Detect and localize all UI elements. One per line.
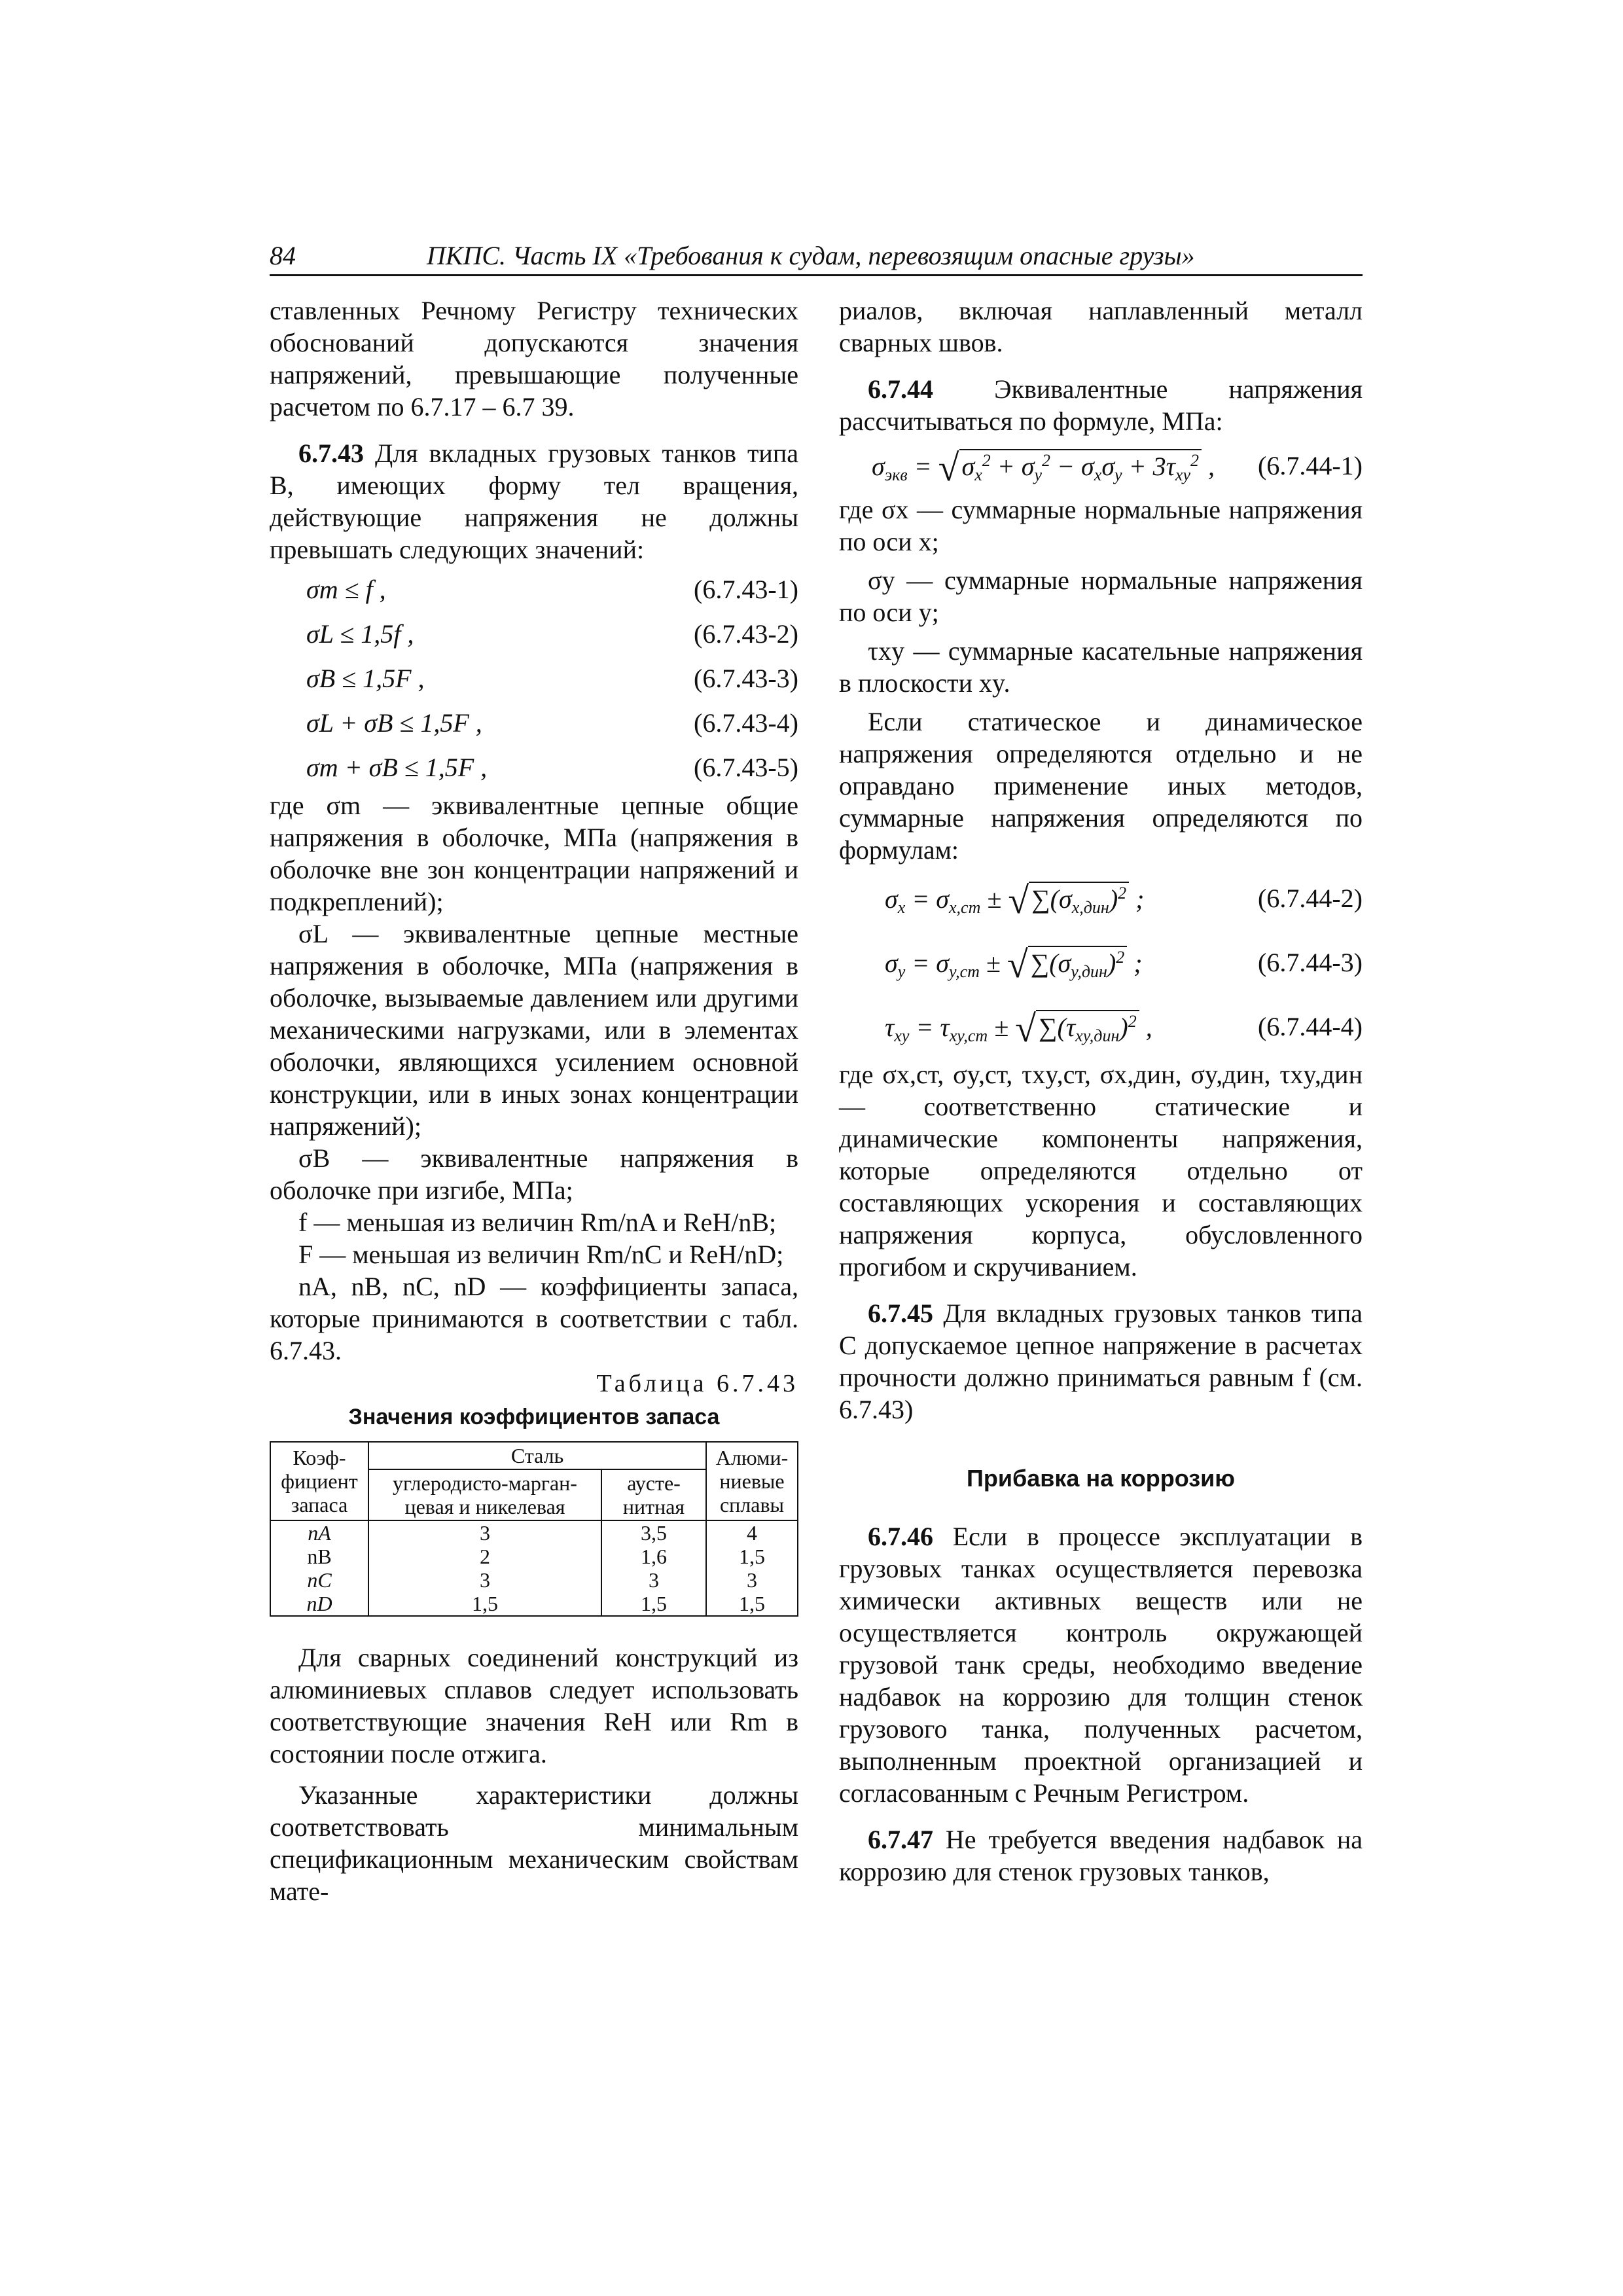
paragraph-text: Если в процессе эксплуатации в грузовых танках осуществляется перевозка химически активных веществ или не осуществляется контроль окружающей грузовой танк среды, необходимо введение надбавок на коррозию для толщин стенок грузового танка, полученных расчетом, выполненным проектной организацией и согласованным с Речным Регистром. (839, 1522, 1363, 1808)
equation-expression: σL ≤ 1,5f , (306, 619, 414, 649)
equation (270, 611, 798, 656)
equation-6-7-44-3 (839, 930, 1363, 994)
equation-6-7-44-1 (839, 437, 1363, 493)
table-cell: 2 (368, 1545, 601, 1568)
definition: F — меньшая из величин Rm/nC и ReH/nD; (298, 1240, 784, 1269)
paragraph: Если статическое и динамическое напряжения определяются отдельно и не оправдано применение иных методов, суммарные напряжения определяются по формулам: (839, 707, 1363, 865)
table-header-steel: Сталь (368, 1442, 706, 1469)
equation-6-7-44-4 (839, 994, 1363, 1058)
running-title: ПКПС. Часть IX «Требования к судам, перевозящим опасные грузы» (427, 241, 1195, 270)
table-row (270, 1592, 798, 1616)
paragraph-6-7-44 (839, 373, 1363, 437)
paragraph-text: Для вкладных грузовых танков типа С допускаемое цепное напряжение в расчетах прочности должно приниматься равным f (см. 6.7.43) (839, 1299, 1363, 1424)
table-cell: nA (270, 1520, 368, 1545)
equation-expression: σm ≤ f , (306, 574, 386, 604)
definition: σB — эквивалентные напряжения в оболочке при изгибе, МПа; (270, 1143, 798, 1205)
table-cell: 3 (368, 1568, 601, 1592)
equations-6-7-43 (270, 567, 798, 789)
clause-number: 6.7.46 (868, 1522, 933, 1551)
definition: σy — суммарные нормальные напряжения по оси y; (839, 565, 1363, 627)
table-cell: 3 (368, 1520, 601, 1545)
equation (270, 700, 798, 745)
paragraph-6-7-47 (839, 1823, 1363, 1888)
equation-expression: $\sigma_x = \sigma_{x,ст}$ ± √ $\sum(\sigma_{x,дин})^2$ ; (885, 878, 1145, 922)
paragraph-text: Для вкладных грузовых танков типа В, имеющих форму тел вращения, действующие напряжения не должны превышать следующих значений: (270, 439, 798, 564)
definition: τxy — суммарные касательные напряжения в плоскости xy. (839, 636, 1363, 698)
definition: σL — эквивалентные цепные местные напряжения в оболочке, МПа (напряжения в оболочке, вызываемые давлением или другими механическими нагрузками, или в элементах оболочки, являющихся усилением основной конструкции, или в иных зонах концентрации напряжений); (270, 919, 798, 1141)
table-row (270, 1545, 798, 1568)
paragraph-text: Эквивалентные напряжения рассчитываться по формуле, МПа: (839, 374, 1363, 436)
table-cell: 1,5 (706, 1545, 798, 1568)
table-caption: Таблица 6.7.43 (596, 1370, 798, 1397)
table-cell: nD (270, 1592, 368, 1616)
equation-number: (6.7.44-2) (1258, 883, 1363, 913)
table-row (270, 1568, 798, 1592)
equation-number: (6.7.44-3) (1258, 947, 1363, 977)
table-header-aluminium: Алюми-ниевые сплавы (706, 1442, 798, 1520)
table-header-austenitic: аусте-нитная (601, 1469, 706, 1520)
equation-expression: σB ≤ 1,5F , (306, 663, 425, 693)
definition: f — меньшая из величин Rm/nA и ReH/nB; (298, 1208, 777, 1237)
clause-number: 6.7.43 (298, 439, 364, 468)
equation-number: (6.7.44-4) (1258, 1011, 1363, 1041)
paragraph: Указанные характеристики должны соответствовать минимальным спецификационным механическим свойствам мате- (270, 1780, 798, 1906)
definition: где σx,ст, σy,ст, τxy,ст, σx,дин, σy,дин, τxy,дин — соответственно статические и динамические компоненты напряжения, которые определяются отдельно от составляющих ускорения и составляющих напряжения корпуса, обусловленного прогибом и скручиванием. (839, 1060, 1363, 1282)
equation-number: (6.7.43-1) (694, 574, 798, 604)
equation-6-7-44-2 (839, 866, 1363, 930)
page-header (270, 240, 1363, 276)
table-header-carbon-steel: углеродисто-марган-цевая и никелевая (368, 1469, 601, 1520)
equation-expression: $\sigma_{экв}$ = √ $\sigma_x^2 + \sigma_y^2 - \sigma_x\sigma_y + 3\tau_{xy}^2$ , (872, 446, 1215, 489)
table-title: Значения коэффициентов запаса (348, 1405, 720, 1429)
equation-expression: $\tau_{xy} = \tau_{xy,ст}$ ± √ $\sum(\tau_{xy,дин})^2$ , (885, 1007, 1152, 1050)
table-cell: 3,5 (601, 1520, 706, 1545)
paragraph: ставленных Речному Регистру технических обоснований допускаются значения напряжений, превышающие полученные расчетом по 6.7.17 – 6.7 39. (270, 296, 798, 422)
table-cell: 1,5 (368, 1592, 601, 1616)
equation (270, 745, 798, 789)
definition: где σm — эквивалентные цепные общие напряжения в оболочке, МПа (напряжения в оболочке вне зон концентрации напряжений и подкреплений); (270, 791, 798, 916)
equation-number: (6.7.43-2) (694, 619, 798, 649)
clause-number: 6.7.44 (868, 374, 933, 404)
table-cell: nB (270, 1545, 368, 1568)
table-cell: 4 (706, 1520, 798, 1545)
equation-number: (6.7.44-1) (1258, 450, 1363, 480)
paragraph-6-7-43 (270, 437, 798, 565)
paragraph-6-7-45 (839, 1297, 1363, 1426)
left-column (270, 295, 798, 1907)
table-cell: 3 (706, 1568, 798, 1592)
equation-number: (6.7.43-5) (694, 752, 798, 782)
table-header-coef: Коэф-фициент запаса (270, 1442, 368, 1520)
equation-number: (6.7.43-4) (694, 708, 798, 738)
page-number: 84 (270, 241, 296, 270)
section-heading: Прибавка на коррозию (967, 1465, 1235, 1492)
clause-number: 6.7.45 (868, 1299, 933, 1328)
definition: nA, nB, nC, nD — коэффициенты запаса, которые принимаются в соответствии с табл. 6.7.43. (270, 1272, 798, 1365)
equation-expression: $\sigma_y = \sigma_{y,ст}$ ± √ $\sum(\sigma_{y,дин})^2$ ; (885, 942, 1143, 986)
equation-expression: σL + σB ≤ 1,5F , (306, 708, 482, 738)
paragraph-text: Не требуется введения надбавок на коррозию для стенок грузовых танков, (839, 1825, 1363, 1886)
safety-factor-table (270, 1441, 798, 1617)
equation-expression: σm + σB ≤ 1,5F , (306, 752, 488, 782)
equation (270, 656, 798, 700)
right-column (839, 295, 1363, 1888)
equation-number: (6.7.43-3) (694, 663, 798, 693)
paragraph: Для сварных соединений конструкций из алюминиевых сплавов следует использовать соответствующие значения ReH или Rm в состоянии после отжига. (270, 1643, 798, 1768)
table-cell: 3 (601, 1568, 706, 1592)
table-cell: 1,6 (601, 1545, 706, 1568)
paragraph-6-7-46 (839, 1520, 1363, 1809)
equation (270, 567, 798, 611)
table-cell: nC (270, 1568, 368, 1592)
clause-number: 6.7.47 (868, 1825, 933, 1854)
table-cell: 1,5 (601, 1592, 706, 1616)
table-row (270, 1520, 798, 1545)
table-cell: 1,5 (706, 1592, 798, 1616)
paragraph: риалов, включая наплавленный металл сварных швов. (839, 296, 1363, 357)
definition: где σx — суммарные нормальные напряжения по оси x; (839, 495, 1363, 556)
